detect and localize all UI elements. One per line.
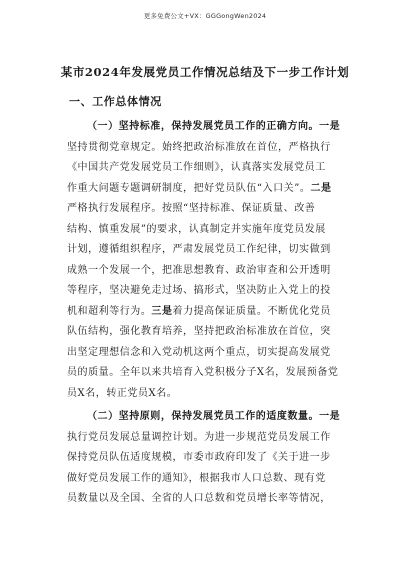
section-heading-overview: 一、工作总体情况 <box>69 95 162 108</box>
text-segment: 保持党员队伍适度规模，市委市政府印发了《关于进一步 <box>67 452 331 463</box>
paragraph-line <box>67 343 349 364</box>
paragraph-line <box>67 407 349 428</box>
text-segment: 队伍结构，强化教育培养，坚持把政治标准放在首位，突 <box>67 326 331 337</box>
text-segment: 成熟一个发展一个，把准思想教育、政治审查和公开透明 <box>67 264 331 276</box>
bold-text-segment: 三是 <box>151 305 173 317</box>
paragraph-standards <box>67 117 349 404</box>
text-segment: 结构、慎重发展”的要求，认真制定并实施年度党员发展 <box>67 223 326 235</box>
paragraph-line <box>67 220 349 241</box>
paragraph-line <box>67 363 349 384</box>
paragraph-line <box>67 302 349 323</box>
paragraph-line <box>67 158 349 179</box>
text-segment: 计划，遵循组织程序，严肃发展党员工作纪律，切实做到 <box>67 244 331 255</box>
text-segment: 机和超利等行为。 <box>67 305 152 317</box>
text-segment: 做好党员发展工作的通知》，根据我市人口总数、现有党 <box>67 472 326 484</box>
paragraph-line <box>67 322 349 343</box>
watermark-header: 更多免费公文+VX：GGGongWen2024 <box>143 12 267 20</box>
text-segment: 着力提高保证质量。不断优化党员 <box>172 305 331 317</box>
paragraph-line <box>67 448 349 469</box>
text-segment: 执行党员发展总量调控计划。为进一步规范党员发展工作 <box>67 431 331 443</box>
bold-text-segment: （二）坚持原则，保持发展党员工作的适度数量。一是 <box>87 411 341 422</box>
paragraph-line <box>67 240 349 261</box>
paragraph-line <box>67 281 349 302</box>
text-segment: 出坚定理想信念和入党动机这两个重点，切实提高发展党 <box>67 346 331 358</box>
document-title: 某市2024年发展党员工作情况总结及下一步工作计划 <box>60 65 350 79</box>
paragraph-line <box>67 384 349 405</box>
paragraph-line <box>67 489 349 510</box>
text-segment: 等程序，坚决避免走过场、搞形式，坚决防止入党上的投 <box>67 285 331 296</box>
paragraph-line <box>67 469 349 490</box>
paragraph-line <box>67 199 349 220</box>
paragraph-line <box>67 428 349 449</box>
text-segment: 《中国共产党发展党员工作细则》，认真落实发展党员工 <box>67 162 326 173</box>
text-segment: 严格执行发展程序。按照“坚持标准、保证质量、改善 <box>67 203 316 214</box>
paragraph-line <box>67 117 349 138</box>
bold-text-segment: 二是 <box>310 182 332 194</box>
text-segment: 员数量以及全国、全省的人口总数和党员增长率等情况， <box>67 493 331 504</box>
paragraph-line <box>67 179 349 200</box>
paragraph-line <box>67 138 349 159</box>
text-segment: 员的质量。全年以来共培育入党积极分子X名，发展预备党 <box>67 367 339 378</box>
text-segment: 员X名，转正党员X名。 <box>67 387 178 399</box>
text-segment: 坚持贯彻党章规定。始终把政治标准放在首位，严格执行 <box>67 141 331 153</box>
paragraph-line <box>67 261 349 282</box>
bold-text-segment: （一）坚持标准，保持发展党员工作的正确方向。一是 <box>87 121 341 132</box>
text-segment: 作重大问题专题调研制度，把好党员队伍“入口关”。 <box>67 182 311 194</box>
paragraph-principles <box>67 407 349 510</box>
